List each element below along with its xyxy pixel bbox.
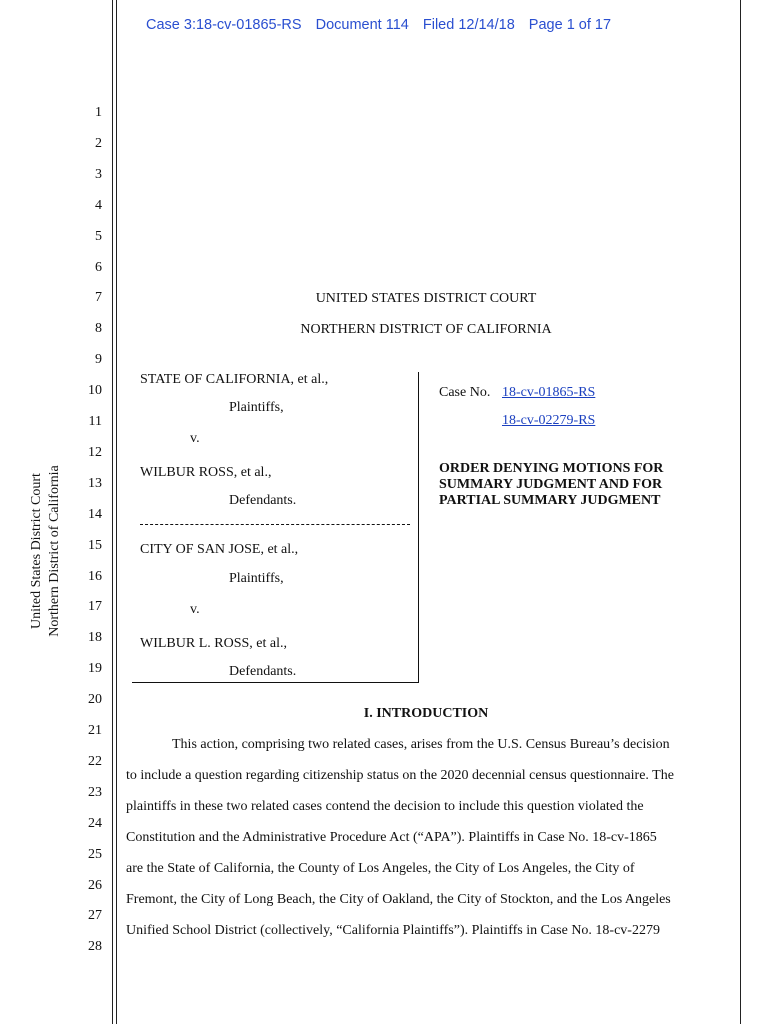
paragraph-line: plaintiffs in these two related cases contend the decision to include this question violated the bbox=[126, 799, 644, 814]
line-number: 4 bbox=[95, 197, 102, 213]
line-number: 24 bbox=[88, 815, 102, 831]
caption-party-wilbur-l-ross: WILBUR L. ROSS, et al., bbox=[140, 636, 287, 651]
order-title-line-2: SUMMARY JUDGMENT AND FOR bbox=[439, 477, 663, 492]
line-number: 22 bbox=[88, 753, 102, 769]
line-number: 7 bbox=[95, 290, 102, 306]
paragraph-line: Fremont, the City of Long Beach, the City of Oakland, the City of Stockton, and the Los Angeles bbox=[126, 892, 671, 907]
line-number: 27 bbox=[88, 908, 102, 924]
caption-versus: v. bbox=[190, 431, 200, 446]
header-page-count: Page 1 of 17 bbox=[528, 17, 612, 33]
paragraph-line: are the State of California, the County of Los Angeles, the City of Los Angeles, the City of bbox=[126, 861, 635, 876]
paragraph-line: to include a question regarding citizenship status on the 2020 decennial census questionnaire. The bbox=[126, 768, 674, 783]
caption-role-plaintiffs: Plaintiffs, bbox=[229, 571, 284, 586]
caption-party-city-of-san-jose: CITY OF SAN JOSE, et al., bbox=[140, 542, 299, 557]
section-heading: I. INTRODUCTION bbox=[363, 706, 489, 721]
line-number: 3 bbox=[95, 166, 102, 182]
caption-divider bbox=[140, 524, 410, 525]
sidebar-district-name: Northern District of California bbox=[47, 465, 62, 637]
line-number: 5 bbox=[95, 228, 102, 244]
line-number: 9 bbox=[95, 352, 102, 368]
margin-rule-left-2 bbox=[116, 0, 117, 1024]
paragraph-line: This action, comprising two related cases, arises from the U.S. Census Bureau’s decision bbox=[172, 737, 670, 752]
caption-versus: v. bbox=[190, 602, 200, 617]
line-number: 17 bbox=[88, 599, 102, 615]
line-number: 1 bbox=[95, 105, 102, 120]
margin-rule-left-1 bbox=[112, 0, 113, 1024]
line-number: 20 bbox=[88, 692, 102, 708]
line-number: 6 bbox=[95, 259, 102, 275]
line-number: 16 bbox=[88, 568, 102, 584]
paragraph-line: Unified School District (collectively, “California Plaintiffs”). Plaintiffs in Case No. 18-cv-2279 bbox=[126, 923, 660, 938]
caption-role-defendants: Defendants. bbox=[229, 664, 297, 679]
caption-role-defendants: Defendants. bbox=[229, 493, 297, 508]
court-name: UNITED STATES DISTRICT COURT bbox=[315, 291, 537, 306]
line-number: 13 bbox=[88, 475, 102, 491]
header-filed-date: Filed 12/14/18 bbox=[422, 17, 515, 33]
header-document-number: Document 114 bbox=[315, 17, 409, 33]
order-title-line-3: PARTIAL SUMMARY JUDGMENT bbox=[439, 493, 661, 508]
document-header bbox=[146, 17, 621, 33]
line-number: 21 bbox=[88, 723, 102, 738]
line-number: 12 bbox=[88, 444, 102, 460]
line-number: 28 bbox=[88, 939, 102, 955]
line-number: 25 bbox=[88, 846, 102, 862]
case-number-link-02279[interactable]: 18-cv-02279-RS bbox=[502, 413, 596, 428]
line-number: 10 bbox=[88, 383, 102, 399]
line-number: 2 bbox=[95, 135, 102, 151]
case-number-label: Case No. bbox=[439, 385, 491, 400]
line-number: 15 bbox=[88, 537, 102, 553]
caption-role-plaintiffs: Plaintiffs, bbox=[229, 400, 284, 415]
case-number-link-01865[interactable]: 18-cv-01865-RS bbox=[502, 385, 596, 400]
line-number: 8 bbox=[95, 321, 102, 337]
line-number: 19 bbox=[88, 661, 102, 677]
court-district: NORTHERN DISTRICT OF CALIFORNIA bbox=[300, 322, 552, 337]
paragraph-line: Constitution and the Administrative Procedure Act (“APA”). Plaintiffs in Case No. 18-cv-1865 bbox=[126, 830, 657, 845]
line-number: 14 bbox=[88, 506, 102, 522]
line-number: 18 bbox=[88, 630, 102, 646]
order-title-line-1: ORDER DENYING MOTIONS FOR bbox=[439, 461, 664, 476]
header-case-number: Case 3:18-cv-01865-RS bbox=[146, 17, 302, 33]
line-number: 26 bbox=[88, 877, 102, 893]
line-number: 23 bbox=[88, 784, 102, 800]
margin-rule-right bbox=[740, 0, 741, 1024]
sidebar-court-name: United States District Court bbox=[29, 473, 44, 629]
line-number: 11 bbox=[88, 414, 102, 429]
caption-party-wilbur-ross: WILBUR ROSS, et al., bbox=[140, 465, 272, 480]
caption-party-state-of-california: STATE OF CALIFORNIA, et al., bbox=[140, 372, 329, 387]
